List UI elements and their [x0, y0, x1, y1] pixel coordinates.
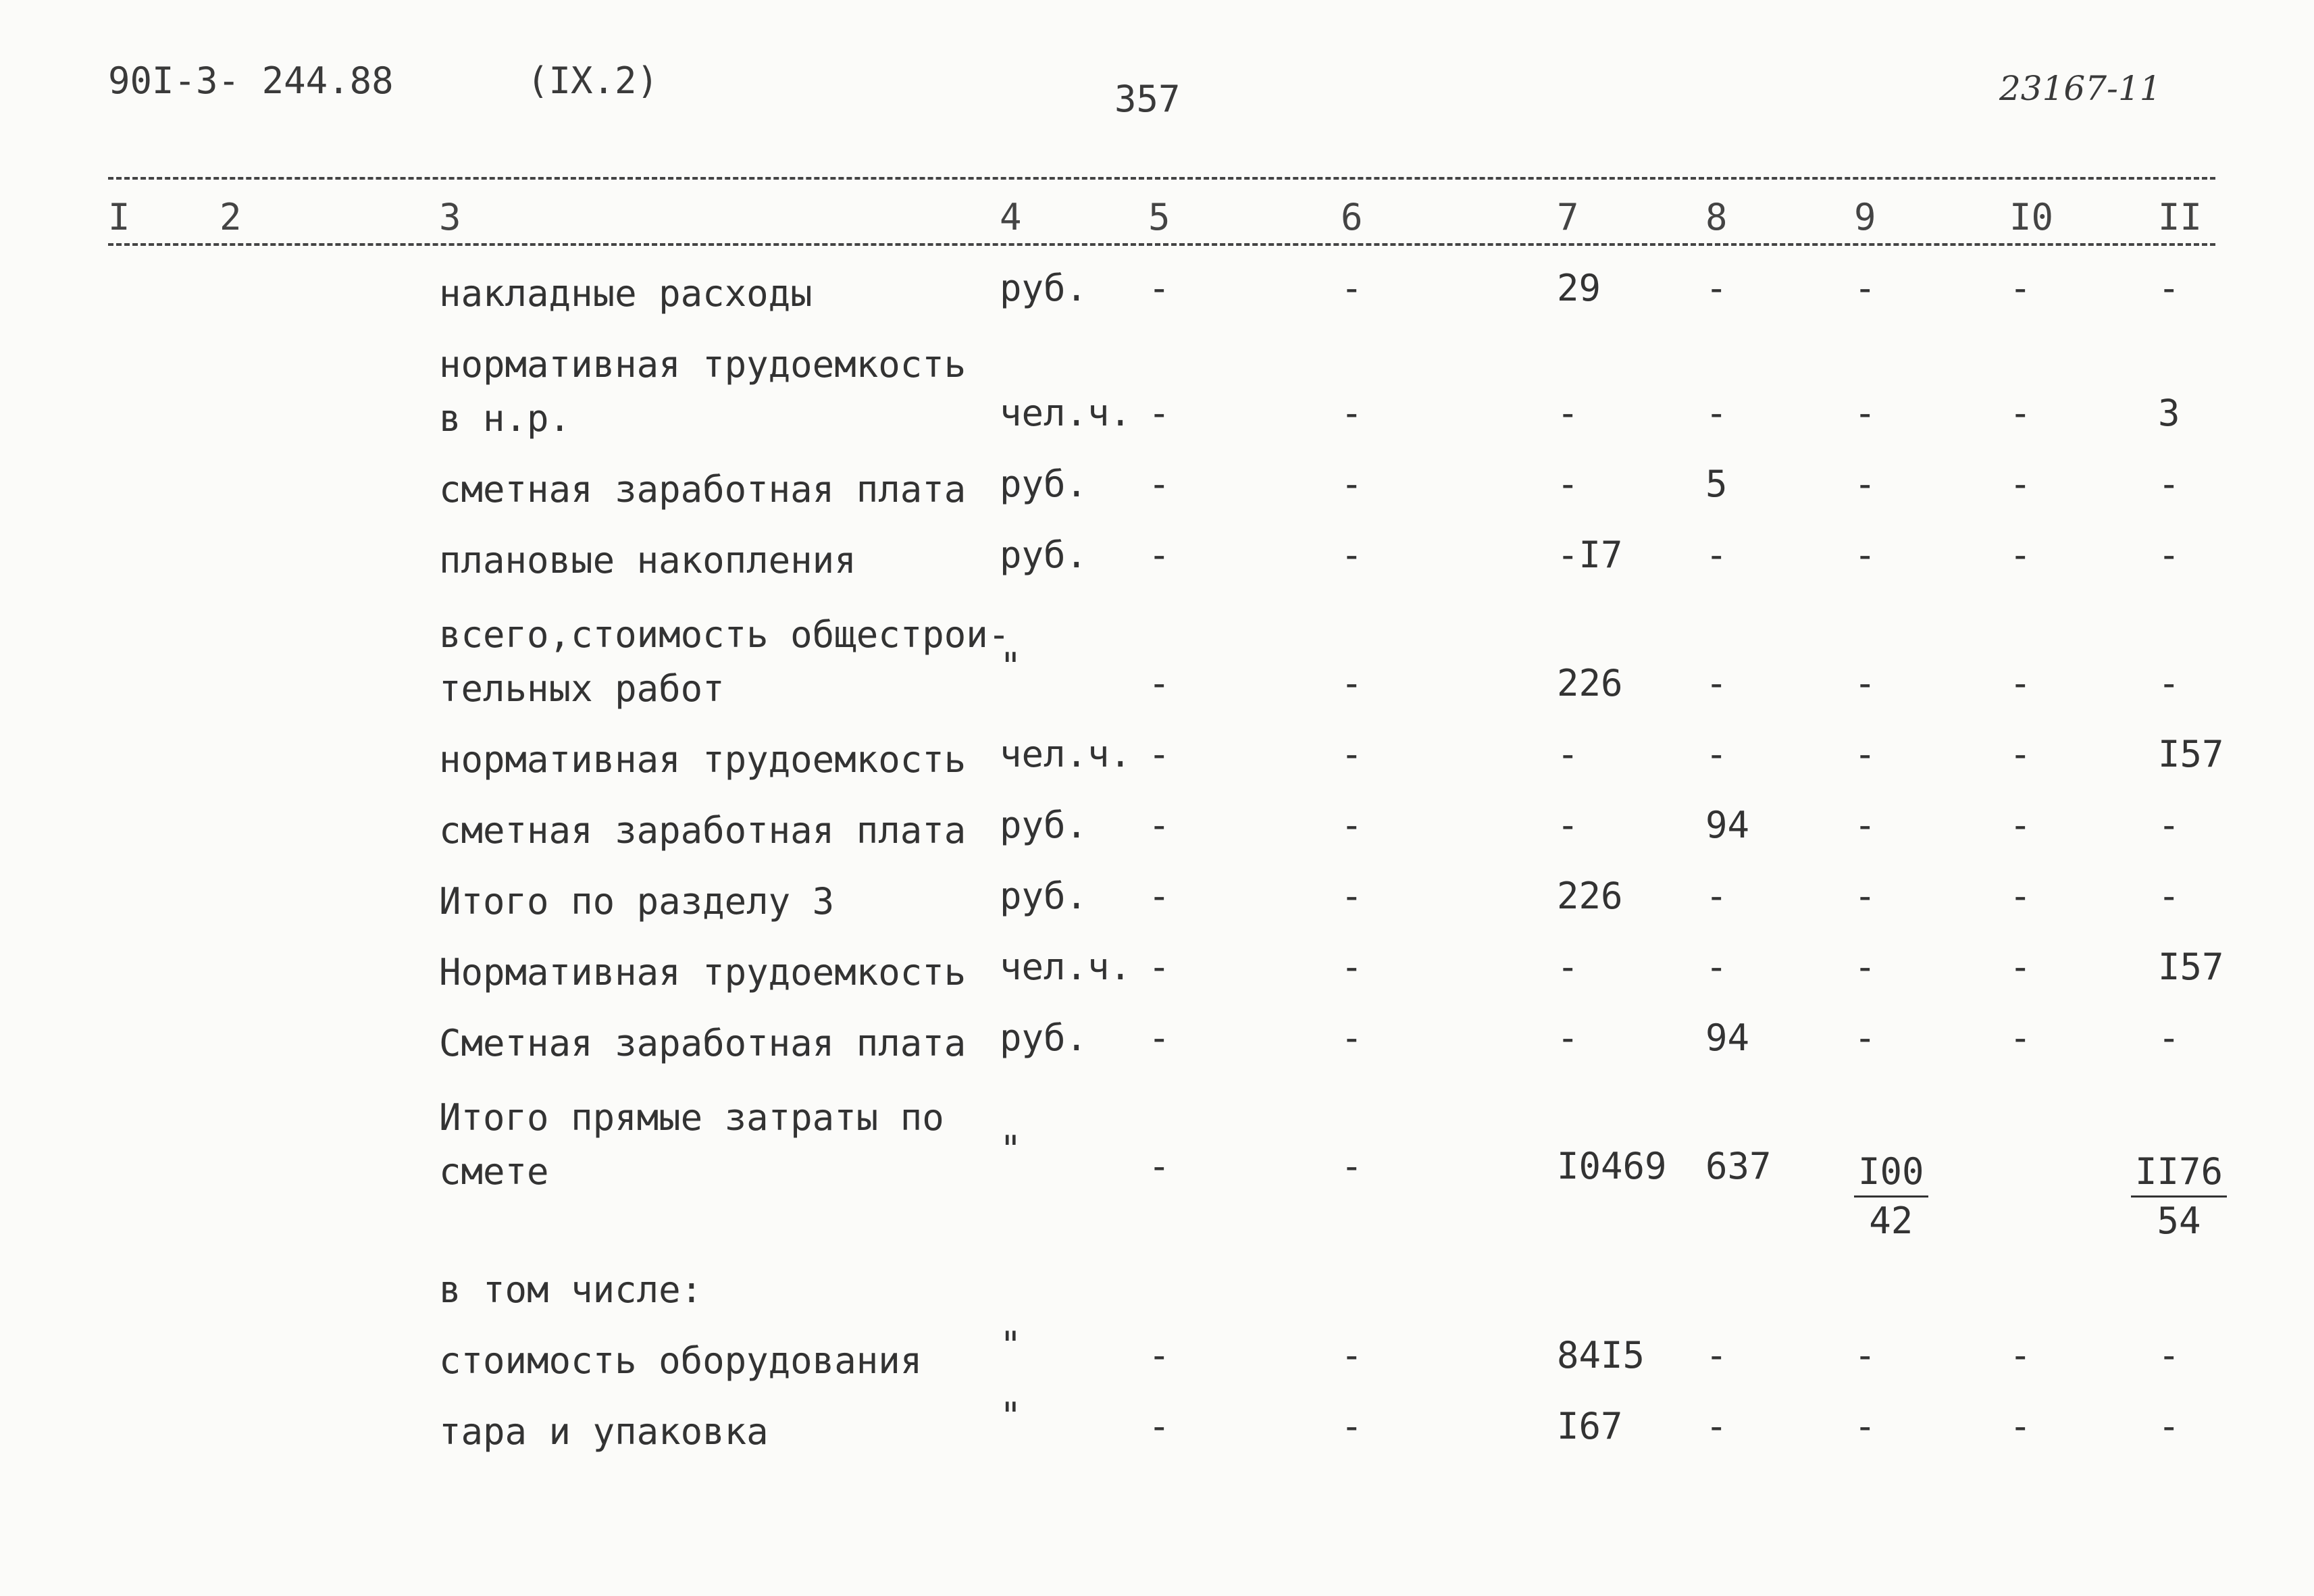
cell-col8: - — [1705, 267, 1728, 309]
cell-col11: - — [2158, 1405, 2180, 1447]
cell-col11: - — [2158, 1016, 2180, 1059]
row-label — [439, 463, 966, 517]
cell-col7: - — [1557, 804, 1579, 846]
row-label-line: в н.р. — [439, 397, 571, 440]
row-unit: " — [1000, 1128, 1022, 1170]
cell-col9: - — [1854, 534, 1876, 576]
row-label-line: Итого прямые затраты по — [439, 1096, 944, 1139]
cell-col7: 84I5 — [1557, 1334, 1645, 1376]
row-label-line: тельных работ — [439, 667, 725, 710]
cell-col5: - — [1148, 946, 1171, 988]
cell-col5: - — [1148, 875, 1171, 917]
cell-col5: - — [1148, 1145, 1171, 1187]
fraction-denominator: 54 — [2157, 1200, 2201, 1242]
row-label-line: тара и упаковка — [439, 1410, 769, 1453]
row-label — [439, 946, 966, 1000]
cell-col9: - — [1854, 946, 1876, 988]
row-unit: руб. — [1000, 534, 1088, 576]
cell-col7: - — [1557, 1016, 1579, 1059]
fraction-denominator: 42 — [1869, 1200, 1913, 1242]
cell-col5: - — [1148, 463, 1171, 505]
fraction — [2131, 1148, 2227, 1245]
cell-col10: - — [2009, 463, 2032, 505]
fraction-numerator: II76 — [2131, 1148, 2227, 1198]
cell-col7: - — [1557, 463, 1579, 505]
cell-col9: - — [1854, 1016, 1876, 1059]
row-unit: руб. — [1000, 804, 1088, 846]
column-header-3: 3 — [439, 196, 461, 238]
row-unit: руб. — [1000, 463, 1088, 505]
row-label — [439, 1334, 922, 1388]
row-label — [439, 804, 966, 858]
cell-col8: - — [1705, 875, 1728, 917]
row-label-line: Нормативная трудоемкость — [439, 951, 967, 994]
cell-col8: 94 — [1705, 1016, 1750, 1059]
row-label-line: нормативная трудоемкость — [439, 343, 967, 386]
row-unit: " — [1000, 645, 1022, 688]
row-label-line: плановые накопления — [439, 539, 856, 582]
row-unit: чел.ч. — [1000, 392, 1132, 434]
row-label — [439, 733, 966, 787]
cell-col10: - — [2009, 733, 2032, 775]
cell-col5: - — [1148, 1334, 1171, 1376]
row-label — [439, 534, 856, 588]
cell-col11: - — [2158, 267, 2180, 309]
row-label — [439, 1016, 966, 1071]
cell-col10: - — [2009, 534, 2032, 576]
row-label — [439, 1091, 944, 1199]
cell-col10: - — [2009, 1405, 2032, 1447]
cell-col5: - — [1148, 662, 1171, 704]
cell-col10: - — [2009, 392, 2032, 434]
page-number: 357 — [1114, 78, 1181, 120]
row-unit: руб. — [1000, 1016, 1088, 1059]
row-label — [439, 267, 813, 321]
row-unit: " — [1000, 1324, 1022, 1366]
header-dashed-rule — [108, 243, 2215, 246]
cell-col6: - — [1341, 804, 1363, 846]
cell-col5: - — [1148, 534, 1171, 576]
cell-col8: - — [1705, 1334, 1728, 1376]
top-dashed-rule — [108, 177, 2215, 180]
column-header-11: II — [2158, 196, 2203, 238]
row-unit: чел.ч. — [1000, 946, 1132, 988]
column-header-1: I — [108, 196, 130, 238]
column-header-4: 4 — [1000, 196, 1022, 238]
row-label-line: Итого по разделу 3 — [439, 880, 835, 923]
row-label — [439, 875, 834, 929]
cell-col8: 5 — [1705, 463, 1728, 505]
cell-col6: - — [1341, 1016, 1363, 1059]
cell-col5: - — [1148, 267, 1171, 309]
cell-col8: - — [1705, 1405, 1728, 1447]
row-label-line: в том числе: — [439, 1268, 703, 1311]
row-label-line: всего,стоимость общестрои- — [439, 613, 1010, 656]
cell-col6: - — [1341, 1405, 1363, 1447]
cell-col6: - — [1341, 946, 1363, 988]
row-unit: руб. — [1000, 267, 1088, 309]
cell-col9: - — [1854, 392, 1876, 434]
cell-col7: 226 — [1557, 662, 1623, 704]
cell-col8: - — [1705, 946, 1728, 988]
cell-col8: 94 — [1705, 804, 1750, 846]
column-header-9: 9 — [1854, 196, 1876, 238]
row-label-line: Сметная заработная плата — [439, 1022, 967, 1064]
row-label-line: стоимость оборудования — [439, 1339, 923, 1382]
column-header-5: 5 — [1148, 196, 1171, 238]
cell-col8: - — [1705, 662, 1728, 704]
cell-col6: - — [1341, 1334, 1363, 1376]
cell-col11: - — [2158, 804, 2180, 846]
cell-col5: - — [1148, 1405, 1171, 1447]
row-label-line: накладные расходы — [439, 272, 813, 315]
cell-col11: - — [2158, 534, 2180, 576]
cell-col6: - — [1341, 662, 1363, 704]
column-header-2: 2 — [220, 196, 242, 238]
cell-col11: 3 — [2158, 392, 2180, 434]
cell-col10: - — [2009, 1334, 2032, 1376]
cell-col10: - — [2009, 1016, 2032, 1059]
cell-col8: - — [1705, 392, 1728, 434]
cell-col10: - — [2009, 267, 2032, 309]
row-label-line: смете — [439, 1150, 549, 1193]
column-header-6: 6 — [1341, 196, 1363, 238]
cell-col9: - — [1854, 662, 1876, 704]
document-code: 90I-3- 244.88 — [108, 59, 394, 102]
fraction — [1854, 1148, 1928, 1245]
cell-col10: - — [2009, 946, 2032, 988]
cell-col9: - — [1854, 733, 1876, 775]
cell-col6: - — [1341, 463, 1363, 505]
cell-col8: 637 — [1705, 1145, 1772, 1187]
cell-col11: - — [2158, 1334, 2180, 1376]
cell-col11: - — [2158, 463, 2180, 505]
column-header-7: 7 — [1557, 196, 1579, 238]
cell-col7: 226 — [1557, 875, 1623, 917]
cell-col9: - — [1854, 1334, 1876, 1376]
row-label-line: сметная заработная плата — [439, 468, 967, 511]
cell-col9: - — [1854, 875, 1876, 917]
cell-col9: - — [1854, 267, 1876, 309]
cell-col5: - — [1148, 804, 1171, 846]
cell-col7: 29 — [1557, 267, 1601, 309]
cell-col5: - — [1148, 733, 1171, 775]
cell-col8: - — [1705, 733, 1728, 775]
cell-col8: - — [1705, 534, 1728, 576]
cell-col5: - — [1148, 392, 1171, 434]
row-label-line: сметная заработная плата — [439, 809, 967, 852]
cell-col7: - — [1557, 733, 1579, 775]
row-label-line: нормативная трудоемкость — [439, 738, 967, 781]
cell-col6: - — [1341, 267, 1363, 309]
section-number: (IX.2) — [527, 59, 659, 102]
cell-col6: - — [1341, 875, 1363, 917]
row-label — [439, 338, 966, 446]
cell-col6: - — [1341, 733, 1363, 775]
cell-col11: - — [2158, 875, 2180, 917]
cell-col6: - — [1341, 1145, 1363, 1187]
cell-col11-fraction — [2131, 1148, 2227, 1245]
cell-col7: I67 — [1557, 1405, 1623, 1447]
cell-col9: - — [1854, 463, 1876, 505]
cell-col11: I57 — [2158, 946, 2224, 988]
cell-col7: - — [1557, 392, 1579, 434]
cell-col6: - — [1341, 534, 1363, 576]
cell-col9-fraction — [1854, 1148, 1928, 1245]
fraction-numerator: I00 — [1854, 1148, 1928, 1198]
cell-col9: - — [1854, 804, 1876, 846]
cell-col9: - — [1854, 1405, 1876, 1447]
reference-number: 23167-11 — [1999, 69, 2161, 108]
cell-col10: - — [2009, 875, 2032, 917]
cell-col10: - — [2009, 804, 2032, 846]
cell-col6: - — [1341, 392, 1363, 434]
column-header-8: 8 — [1705, 196, 1728, 238]
row-unit: " — [1000, 1395, 1022, 1437]
row-label — [439, 608, 1010, 716]
cell-col7: -I7 — [1557, 534, 1623, 576]
column-header-10: I0 — [2009, 196, 2054, 238]
row-label — [439, 1405, 769, 1459]
cell-col11: - — [2158, 662, 2180, 704]
row-label — [439, 1263, 702, 1317]
cell-col7: - — [1557, 946, 1579, 988]
row-unit: руб. — [1000, 875, 1088, 917]
cell-col11: I57 — [2158, 733, 2224, 775]
cell-col5: - — [1148, 1016, 1171, 1059]
row-unit: чел.ч. — [1000, 733, 1132, 775]
cell-col10: - — [2009, 662, 2032, 704]
cell-col7: I0469 — [1557, 1145, 1667, 1187]
